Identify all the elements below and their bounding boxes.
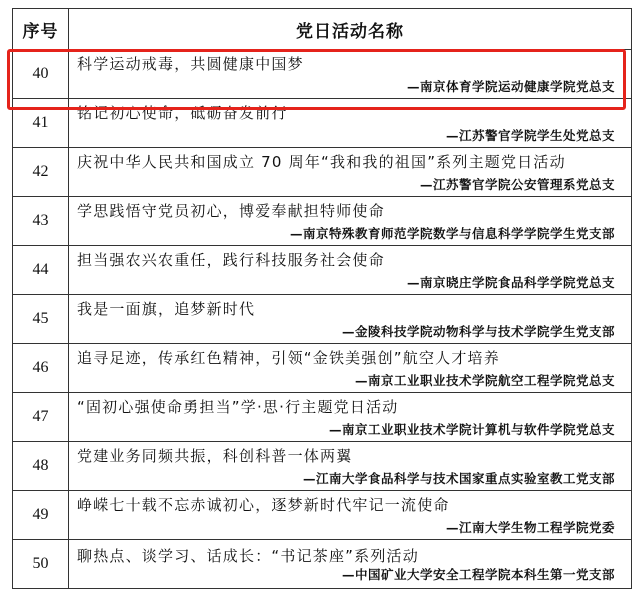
- table-row: [13, 295, 632, 344]
- table-row: [13, 99, 632, 148]
- activity-cell: [69, 393, 632, 442]
- activity-title: 聊热点、谈学习、话成长：“书记茶座”系列活动: [77, 547, 419, 565]
- activity-title: 学思践悟守党员初心，博爱奉献担特师使命: [77, 202, 385, 220]
- organizer: —江苏警官学院公安管理系党总支: [419, 177, 615, 192]
- table-row: [13, 442, 632, 491]
- row-index: 45: [13, 295, 69, 344]
- activity-title: 峥嵘七十载不忘赤诚初心，逐梦新时代牢记一流使命: [77, 496, 450, 514]
- row-index: 46: [13, 344, 69, 393]
- activity-title: 担当强农兴农重任，践行科技服务社会使命: [77, 251, 385, 269]
- header-activity-name: 党日活动名称: [69, 9, 632, 50]
- activity-cell: [69, 540, 632, 589]
- activity-cell: [69, 148, 632, 197]
- table-row: [13, 197, 632, 246]
- activity-title: 追寻足迹，传承红色精神，引领“金铁美强创”航空人才培养: [77, 349, 500, 367]
- activity-cell: [69, 442, 632, 491]
- organizer: —南京特殊教育师范学院数学与信息科学学院学生党支部: [289, 226, 615, 241]
- table-row: [13, 246, 632, 295]
- activity-title: 党建业务同频共振，科创科普一体两翼: [77, 447, 353, 465]
- table-header-row: [13, 9, 632, 50]
- table-row: [13, 344, 632, 393]
- activity-table: [12, 8, 632, 589]
- organizer: —江南大学生物工程学院党委: [445, 520, 615, 535]
- organizer: —江苏警官学院学生处党总支: [445, 128, 615, 143]
- document-page: [12, 8, 631, 589]
- activity-cell: [69, 295, 632, 344]
- activity-cell: [69, 344, 632, 393]
- table-row: [13, 393, 632, 442]
- row-index: 47: [13, 393, 69, 442]
- row-index: 44: [13, 246, 69, 295]
- table-row: [13, 50, 632, 99]
- row-index: 50: [13, 540, 69, 589]
- organizer: —中国矿业大学安全工程学院本科生第一党支部: [341, 567, 615, 582]
- activity-cell: [69, 491, 632, 540]
- activity-title: 我是一面旗，追梦新时代: [77, 300, 256, 318]
- table-row: [13, 148, 632, 197]
- row-index: 49: [13, 491, 69, 540]
- organizer: —南京晓庄学院食品科学学院党总支: [406, 275, 615, 290]
- activity-cell: [69, 99, 632, 148]
- row-index: 48: [13, 442, 69, 491]
- activity-title: “固初心强使命勇担当”学·思·行主题党日活动: [77, 398, 399, 416]
- row-index: 40: [13, 50, 69, 99]
- organizer: —南京体育学院运动健康学院党总支: [406, 79, 615, 94]
- activity-cell: [69, 246, 632, 295]
- row-index: 42: [13, 148, 69, 197]
- row-index: 41: [13, 99, 69, 148]
- activity-cell: [69, 50, 632, 99]
- organizer: —南京工业职业技术学院航空工程学院党总支: [354, 373, 615, 388]
- row-index: 43: [13, 197, 69, 246]
- activity-cell: [69, 197, 632, 246]
- activity-title: 科学运动戒毒，共圆健康中国梦: [77, 55, 304, 73]
- table-row: [13, 491, 632, 540]
- table-row: [13, 540, 632, 589]
- organizer: —金陵科技学院动物科学与技术学院学生党支部: [341, 324, 615, 339]
- activity-title: 庆祝中华人民共和国成立 70 周年“我和我的祖国”系列主题党日活动: [77, 153, 566, 171]
- activity-title: 铭记初心使命，砥砺奋发前行: [77, 104, 288, 122]
- header-index: 序号: [13, 9, 69, 50]
- organizer: —江南大学食品科学与技术国家重点实验室教工党支部: [302, 471, 615, 486]
- organizer: —南京工业职业技术学院计算机与软件学院党总支: [328, 422, 615, 437]
